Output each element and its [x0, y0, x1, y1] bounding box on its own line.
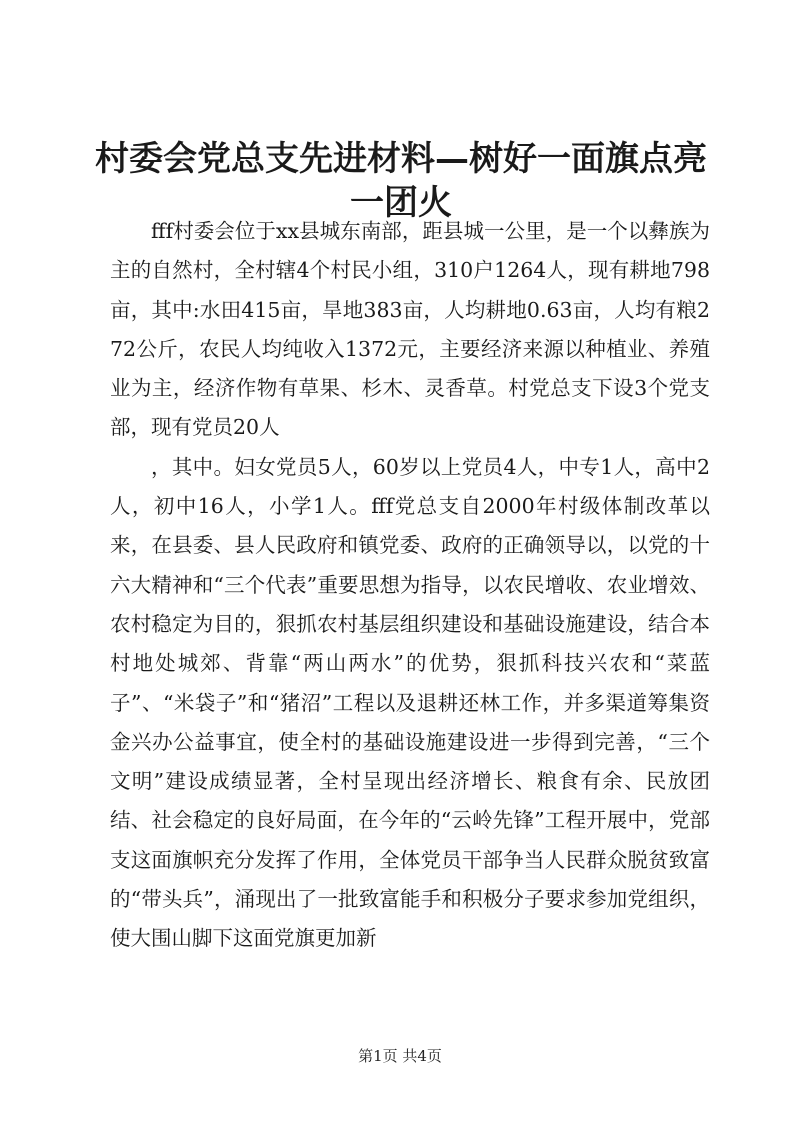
page-footer: 第1页 共4页 [358, 1047, 442, 1065]
document-title: 村委会党总支先进材料—树好一面旗点亮一团火 [95, 139, 707, 223]
body-paragraph-1: fff村委会位于xx县城东南部，距县城一公里，是一个以彝族为主的自然村，全村辖4个村民小组，310户1264人，现有耕地798亩，其中:水田415亩，旱地383亩，人均耕地0.63亩，人均有粮272公斤，农民人均纯收入1372元，主要经济来源以种植业、养殖业为主，经济作物有草果、杉木、灵香草。村党总支下设3个党支部，现有党员20人 [110, 219, 710, 440]
document-body [110, 212, 710, 959]
body-paragraph-2: ，其中。妇女党员5人，60岁以上党员4人，中专1人，高中2人，初中16人，小学1人。fff党总支自2000年村级体制改革以来，在县委、县人民政府和镇党委、政府的正确领导以，以党的十六大精神和“三个代表”重要思想为指导，以农民增收、农业增效、农村稳定为目的，狠抓农村基层组织建设和基础设施建设，结合本村地处城郊、背靠“两山两水”的优势，狠抓科技兴农和“菜蓝子”、“米袋子”和“猪沼”工程以及退耕还林工作，并多渠道筹集资金兴办公益事宜，使全村的基础设施建设进一步得到完善，“三个文明”建设成绩显著，全村呈现出经济增长、粮食有余、民放团结、社会稳定的良好局面，在今年的“云岭先锋”工程开展中，党部支这面旗帜充分发挥了作用，全体党员干部争当人民群众脱贫致富的“带头兵”，涌现出了一批致富能手和积极分子要求参加党组织，使大围山脚下这面党旗更加新 [110, 454, 710, 951]
